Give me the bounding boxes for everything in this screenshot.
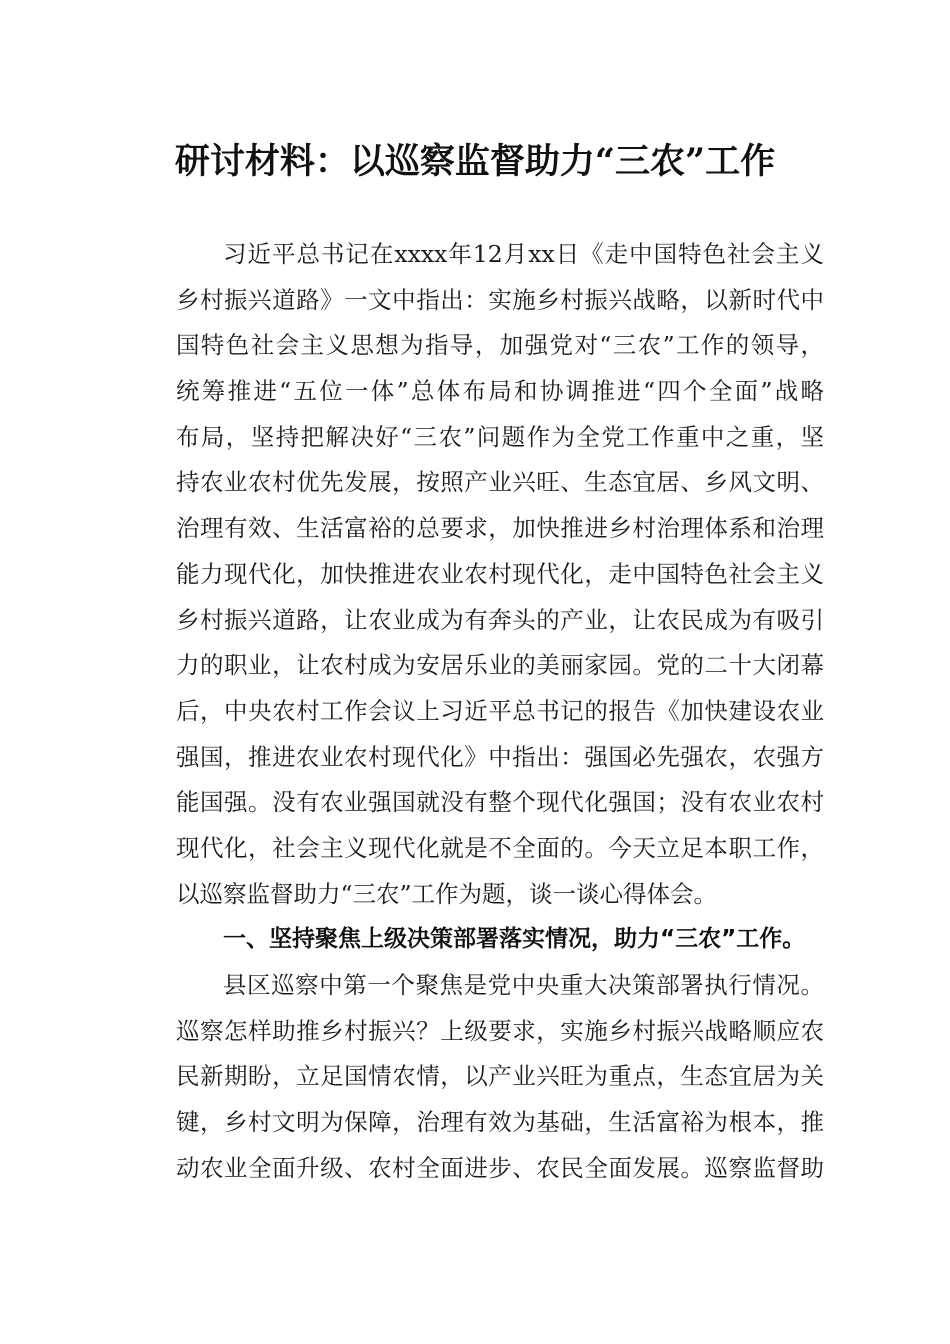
paragraph-line: 布局，坚持把解决好“三农”问题作为全党工作重中之重，坚 [176, 422, 824, 451]
paragraph-2 [176, 963, 824, 1191]
paragraph-line: 力的职业，让农村成为安居乐业的美丽家园。党的二十大闭幕 [176, 651, 824, 680]
paragraph-line: 持农业农村优先发展，按照产业兴旺、生态宜居、乡风文明、 [176, 468, 824, 497]
paragraph-line: 县区巡察中第一个聚焦是党中央重大决策部署执行情况。 [223, 971, 824, 999]
paragraph-line: 国特色社会主义思想为指导，加强党对“三农”工作的领导， [176, 331, 824, 360]
paragraph-line: 乡村振兴道路，让农业成为有奔头的产业，让农民成为有吸引 [176, 605, 824, 634]
paragraph-line: 治理有效、生活富裕的总要求，加快推进乡村治理体系和治理 [176, 514, 824, 543]
paragraph-line: 统筹推进“五位一体”总体布局和协调推进“四个全面”战略 [176, 377, 824, 406]
paragraph-line: 习近平总书记在xxxx年12月xx日《走中国特色社会主义 [223, 240, 824, 268]
section-heading: 一、坚持聚焦上级决策部署落实情况，助力“三农”工作。 [223, 926, 806, 953]
paragraph-line: 巡察怎样助推乡村振兴？上级要求，实施乡村振兴战略顺应农 [176, 1016, 824, 1045]
paragraph-line: 动农业全面升级、农村全面进步、农民全面发展。巡察监督助 [176, 1153, 824, 1182]
paragraph-line: 键，乡村文明为保障，治理有效为基础，生活富裕为根本，推 [176, 1108, 824, 1137]
paragraph-line: 乡村振兴道路》一文中指出：实施乡村振兴战略，以新时代中 [176, 285, 824, 314]
paragraph-line: 民新期盼，立足国情农情，以产业兴旺为重点，生态宜居为关 [176, 1062, 824, 1091]
paragraph-line: 以巡察监督助力“三农”工作为题，谈一谈心得体会。 [176, 879, 718, 908]
paragraph-line: 能国强。没有农业强国就没有整个现代化强国；没有农业农村 [176, 788, 824, 817]
paragraph-1 [176, 232, 824, 917]
paragraph-line: 现代化，社会主义现代化就是不全面的。今天立足本职工作， [176, 833, 824, 862]
document-body [176, 232, 824, 1191]
paragraph-line: 强国，推进农业农村现代化》中指出：强国必先强农，农强方 [176, 742, 824, 771]
document-title: 研讨材料：以巡察监督助力“三农”工作 [174, 141, 776, 182]
paragraph-line: 后，中央农村工作会议上习近平总书记的报告《加快建设农业 [176, 696, 824, 725]
paragraph-line: 能力现代化，加快推进农业农村现代化，走中国特色社会主义 [176, 559, 824, 588]
